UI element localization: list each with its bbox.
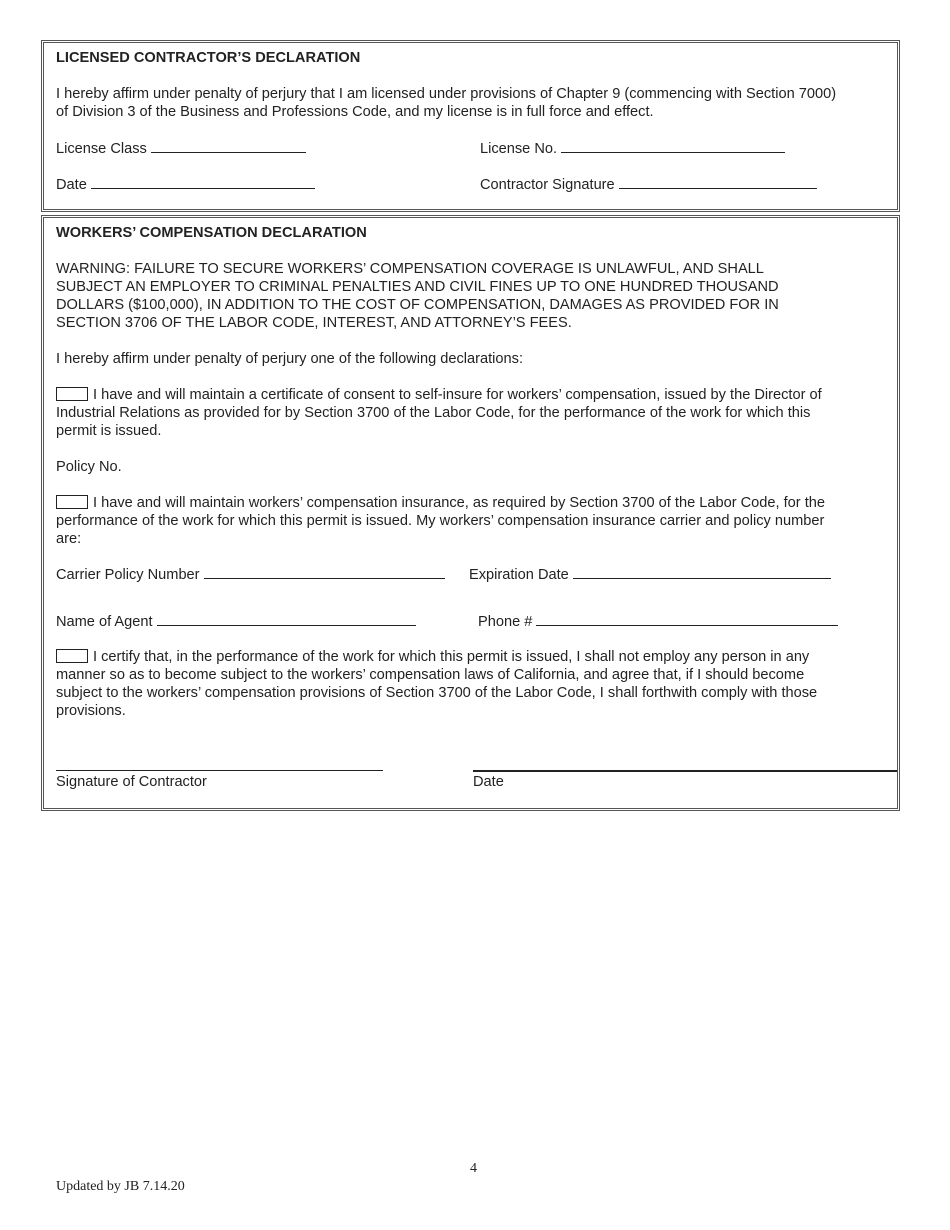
- license-no-label: License No.: [480, 141, 558, 157]
- option2-line-2: performance of the work for which this permit is issued. My workers’ compensation insurance carrier and policy number: [56, 513, 825, 529]
- insurance-checkbox[interactable]: [56, 495, 88, 509]
- updated-note: Updated by JB 7.14.20: [56, 1179, 185, 1194]
- carrier-policy-label: Carrier Policy Number: [56, 567, 200, 583]
- option2-text-1: I have and will maintain workers’ compensation insurance, as required by Section 3700 of the Labor Code, for the: [93, 495, 825, 511]
- signature-date-label: Date: [473, 774, 504, 790]
- license-class-field[interactable]: [56, 139, 306, 158]
- warning-line-4: SECTION 3706 OF THE LABOR CODE, INTEREST, AND ATTORNEY’S FEES.: [56, 315, 572, 331]
- option1-text-1: I have and will maintain a certificate of consent to self-insure for workers’ compensation, issued by the Director of: [93, 387, 822, 403]
- licensed-affirm-line-1: I hereby affirm under penalty of perjury that I am licensed under provisions of Chapter 9 (commencing with Section 7000): [56, 86, 837, 102]
- option3-text-1: I certify that, in the performance of the work for which this permit is issued, I shall not employ any person in any: [93, 649, 810, 665]
- phone-label: Phone #: [478, 614, 533, 630]
- agent-name-label: Name of Agent: [56, 614, 153, 630]
- license-no-field[interactable]: [480, 139, 785, 158]
- license-class-line[interactable]: [151, 139, 306, 153]
- licensed-date-label: Date: [56, 177, 87, 193]
- license-class-label: License Class: [56, 141, 147, 157]
- phone-field[interactable]: [478, 612, 838, 631]
- option3-line-4: provisions.: [56, 703, 126, 719]
- warning-line-1: WARNING: FAILURE TO SECURE WORKERS’ COMPENSATION COVERAGE IS UNLAWFUL, AND SHALL: [56, 261, 764, 277]
- licensed-date-field[interactable]: [56, 175, 315, 194]
- workers-comp-heading: WORKERS’ COMPENSATION DECLARATION: [56, 225, 367, 241]
- option3-line-2: manner so as to become subject to the workers’ compensation laws of California, and agree that, if I should become: [56, 667, 805, 683]
- option1-line-2: Industrial Relations as provided for by Section 3700 of the Labor Code, for the performance of the work for which this: [56, 405, 811, 421]
- option3-line-1: [56, 648, 809, 666]
- carrier-policy-field[interactable]: [56, 565, 445, 584]
- contractor-signature-line[interactable]: [619, 175, 817, 189]
- option1-line-1: [56, 386, 822, 404]
- agent-name-line[interactable]: [157, 612, 416, 626]
- agent-name-field[interactable]: [56, 612, 416, 631]
- signature-date-line[interactable]: [473, 770, 897, 772]
- option2-line-3: are:: [56, 531, 82, 547]
- expiration-date-label: Expiration Date: [469, 567, 569, 583]
- carrier-policy-line[interactable]: [204, 565, 445, 579]
- licensed-affirm-line-2: of Division 3 of the Business and Professions Code, and my license is in full force and effect.: [56, 104, 654, 120]
- signature-of-contractor-label: Signature of Contractor: [56, 774, 207, 790]
- phone-line[interactable]: [536, 612, 838, 626]
- self-insure-checkbox[interactable]: [56, 387, 88, 401]
- warning-line-3: DOLLARS ($100,000), IN ADDITION TO THE COST OF COMPENSATION, DAMAGES AS PROVIDED FOR IN: [56, 297, 779, 313]
- contractor-signature-field[interactable]: [480, 175, 817, 194]
- contractor-signature-line-bottom[interactable]: [56, 770, 383, 771]
- page-number: 4: [470, 1161, 477, 1176]
- license-no-line[interactable]: [561, 139, 785, 153]
- contractor-signature-label: Contractor Signature: [480, 177, 615, 193]
- warning-line-2: SUBJECT AN EMPLOYER TO CRIMINAL PENALTIES AND CIVIL FINES UP TO ONE HUNDRED THOUSAND: [56, 279, 779, 295]
- expiration-date-field[interactable]: [469, 565, 831, 584]
- exemption-checkbox[interactable]: [56, 649, 88, 663]
- option3-line-3: subject to the workers’ compensation provisions of Section 3700 of the Labor Code, I shall forthwith comply with those: [56, 685, 818, 701]
- affirm-intro: I hereby affirm under penalty of perjury one of the following declarations:: [56, 351, 523, 367]
- option2-line-1: [56, 494, 825, 512]
- option1-line-3: permit is issued.: [56, 423, 162, 439]
- policy-no-label: Policy No.: [56, 459, 122, 475]
- expiration-date-line[interactable]: [573, 565, 831, 579]
- licensed-contractor-heading: LICENSED CONTRACTOR’S DECLARATION: [56, 50, 361, 66]
- licensed-date-line[interactable]: [91, 175, 315, 189]
